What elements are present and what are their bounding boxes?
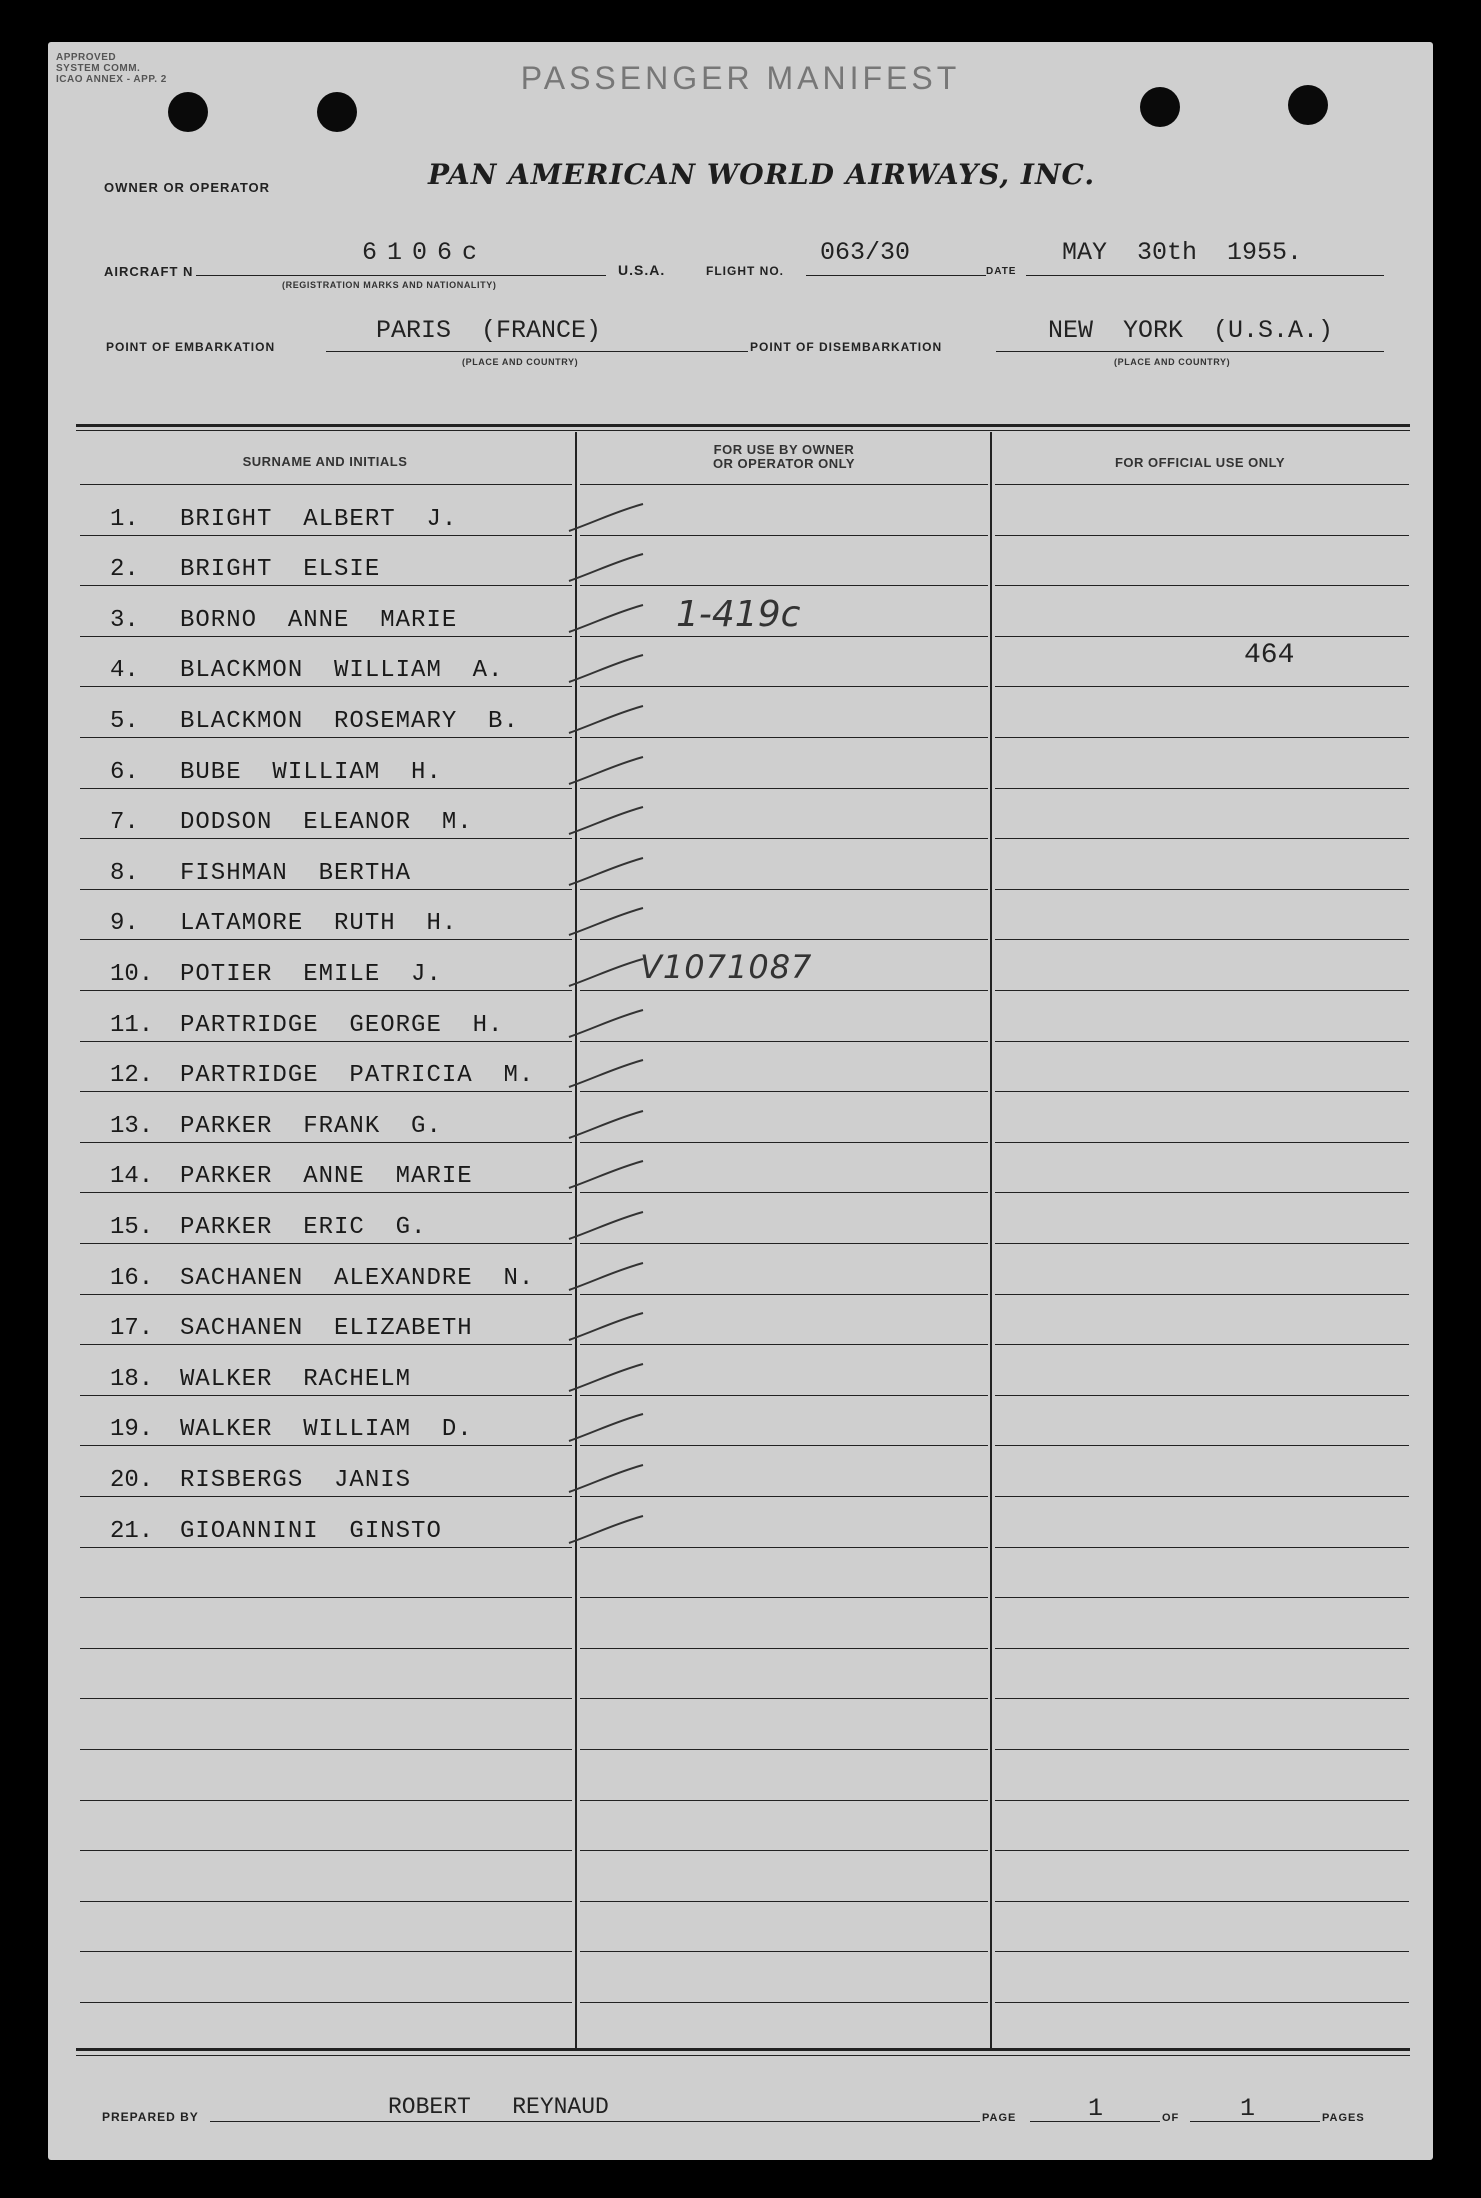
table-rule-line [580, 1192, 988, 1193]
table-rule-line [995, 1901, 1409, 1902]
check-mark-icon [567, 1411, 647, 1445]
embark-underline [326, 351, 748, 352]
table-rule-line [995, 1192, 1409, 1193]
table-rule-line [995, 1496, 1409, 1497]
passenger-name: BLACKMON ROSEMARY B. [180, 708, 519, 735]
table-rule-line [580, 939, 988, 940]
table-rule-line [995, 1091, 1409, 1092]
table-rule-line [580, 788, 988, 789]
table-rule-line [80, 889, 572, 890]
passenger-number: 20. [110, 1467, 154, 1494]
flight-underline [806, 275, 986, 276]
table-rule-line [995, 636, 1409, 637]
table-rule-line [995, 1698, 1409, 1699]
registration-caption: (REGISTRATION MARKS AND NATIONALITY) [282, 280, 497, 290]
date-underline [1026, 275, 1384, 276]
table-rule-line [995, 788, 1409, 789]
table-rule-line [80, 1951, 572, 1952]
table-rule-line [995, 1142, 1409, 1143]
usa-label: U.S.A. [618, 262, 666, 278]
disembark-underline [996, 351, 1384, 352]
of-label: OF [1162, 2112, 1180, 2124]
check-mark-icon [567, 1260, 647, 1294]
flight-value: 063/30 [820, 238, 911, 267]
table-rule-line [80, 1800, 572, 1801]
table-rule-line [580, 1749, 988, 1750]
check-mark-icon [567, 703, 647, 737]
punch-hole [168, 92, 208, 132]
table-rule-line [580, 1496, 988, 1497]
passenger-number: 13. [110, 1113, 154, 1140]
check-mark-icon [567, 602, 647, 636]
passenger-number: 18. [110, 1366, 154, 1393]
page-value: 1 [1088, 2094, 1104, 2123]
table-bottom-rule [76, 2048, 1410, 2051]
passenger-name: FISHMAN BERTHA [180, 860, 412, 887]
table-rule-line [995, 1597, 1409, 1598]
table-rule-line [995, 939, 1409, 940]
passenger-name: PARTRIDGE GEORGE H. [180, 1012, 504, 1039]
table-rule-line [580, 1243, 988, 1244]
table-rule-line [995, 535, 1409, 536]
approval-note: APPROVED SYSTEM COMM. ICAO ANNEX - APP. 2 [56, 52, 167, 85]
table-rule-line [995, 1749, 1409, 1750]
table-rule-line [995, 990, 1409, 991]
prepared-label: PREPARED BY [102, 2110, 199, 2124]
passenger-name: WALKER RACHELM [180, 1366, 412, 1393]
table-rule-line [995, 686, 1409, 687]
check-mark-icon [567, 1007, 647, 1041]
table-rule-line [80, 535, 572, 536]
table-rule-line [580, 1142, 988, 1143]
passenger-name: PARKER ERIC G. [180, 1214, 427, 1241]
table-rule-line [580, 990, 988, 991]
passenger-number: 21. [110, 1518, 154, 1545]
table-rule-line [995, 737, 1409, 738]
table-rule-line [80, 1850, 572, 1851]
passenger-name: BUBE WILLIAM H. [180, 759, 442, 786]
table-rule-line [995, 1648, 1409, 1649]
table-rule-line [580, 838, 988, 839]
passenger-number: 5. [110, 708, 139, 735]
table-rule-line [580, 1445, 988, 1446]
table-rule-line [80, 1445, 572, 1446]
passenger-name: LATAMORE RUTH H. [180, 910, 458, 937]
table-rule-line [580, 1800, 988, 1801]
column-header-surname: SURNAME AND INITIALS [242, 454, 408, 469]
passenger-name: RISBERGS JANIS [180, 1467, 412, 1494]
table-rule-line [80, 1091, 572, 1092]
disembark-label: POINT OF DISEMBARKATION [750, 340, 943, 354]
table-rule-line [995, 1294, 1409, 1295]
check-mark-icon [567, 956, 647, 990]
date-value: MAY 30th 1955. [1062, 238, 1303, 267]
aircraft-label: AIRCRAFT N [104, 264, 194, 279]
passenger-name: PARKER ANNE MARIE [180, 1163, 473, 1190]
passenger-number: 11. [110, 1012, 154, 1039]
table-rule-line [580, 1091, 988, 1092]
table-rule-line [995, 1344, 1409, 1345]
passenger-number: 3. [110, 607, 139, 634]
flight-label: FLIGHT NO. [706, 264, 784, 278]
page-label: PAGE [982, 2112, 1017, 2124]
table-rule-line [995, 1041, 1409, 1042]
passenger-number: 6. [110, 759, 139, 786]
check-mark-icon [567, 855, 647, 889]
table-rule-line [80, 1243, 572, 1244]
column-header-owner: FOR USE BY OWNER OR OPERATOR ONLY [712, 442, 856, 471]
date-label: DATE [986, 266, 1017, 277]
passenger-number: 9. [110, 910, 139, 937]
table-rule-line [995, 889, 1409, 890]
table-rule-line [580, 1294, 988, 1295]
table-rule-line [580, 686, 988, 687]
table-rule-line [80, 737, 572, 738]
table-rule-line [80, 1041, 572, 1042]
passenger-number: 4. [110, 657, 139, 684]
passenger-number: 7. [110, 809, 139, 836]
table-rule-line [580, 1597, 988, 1598]
passenger-number: 12. [110, 1062, 154, 1089]
table-rule-line [80, 1901, 572, 1902]
column-divider [990, 432, 992, 2048]
prepared-underline [210, 2121, 980, 2122]
table-rule-line [580, 1951, 988, 1952]
passenger-name: SACHANEN ELIZABETH [180, 1315, 473, 1342]
table-rule-line [995, 1395, 1409, 1396]
pages-value: 1 [1240, 2094, 1256, 2123]
table-rule-line [580, 585, 988, 586]
table-rule-line [80, 636, 572, 637]
embark-caption: (PLACE AND COUNTRY) [462, 357, 579, 367]
passenger-name: BRIGHT ELSIE [180, 556, 381, 583]
owner-label: OWNER OR OPERATOR [104, 180, 271, 195]
check-mark-icon [567, 1310, 647, 1344]
passenger-number: 16. [110, 1265, 154, 1292]
table-rule-line [80, 990, 572, 991]
table-bottom-rule-2 [76, 2055, 1410, 2056]
table-rule-line [995, 838, 1409, 839]
passenger-name: WALKER WILLIAM D. [180, 1416, 473, 1443]
table-rule-line [80, 1192, 572, 1193]
passenger-name: DODSON ELEANOR M. [180, 809, 473, 836]
passenger-number: 8. [110, 860, 139, 887]
passenger-name: PARTRIDGE PATRICIA M. [180, 1062, 535, 1089]
table-rule-line [80, 1698, 572, 1699]
embark-value: PARIS (FRANCE) [376, 316, 602, 345]
passenger-name: PARKER FRANK G. [180, 1113, 442, 1140]
table-rule-line [80, 686, 572, 687]
disembark-value: NEW YORK (U.S.A.) [1048, 316, 1334, 345]
table-rule-line [80, 1749, 572, 1750]
passenger-number: 19. [110, 1416, 154, 1443]
table-rule-line [580, 1547, 988, 1548]
table-rule-line [580, 484, 988, 485]
passenger-name: GIOANNINI GINSTO [180, 1518, 442, 1545]
passenger-name: POTIER EMILE J. [180, 961, 442, 988]
table-rule-line [580, 737, 988, 738]
check-mark-icon [567, 551, 647, 585]
table-rule-line [80, 1597, 572, 1598]
check-mark-icon [567, 804, 647, 838]
table-rule-line [995, 1547, 1409, 1548]
table-rule-line [995, 1243, 1409, 1244]
check-mark-icon [567, 1361, 647, 1395]
column-header-official: FOR OFFICIAL USE ONLY [1114, 455, 1286, 470]
check-mark-icon [567, 1108, 647, 1142]
table-rule-line [80, 1294, 572, 1295]
check-mark-icon [567, 1513, 647, 1547]
aircraft-value: 6106c [362, 238, 488, 267]
passenger-number: 17. [110, 1315, 154, 1342]
table-rule-line [995, 2002, 1409, 2003]
table-rule-line [995, 585, 1409, 586]
table-rule-line [580, 2002, 988, 2003]
passenger-name: SACHANEN ALEXANDRE N. [180, 1265, 535, 1292]
table-rule-line [580, 1850, 988, 1851]
table-rule-line [580, 1901, 988, 1902]
check-mark-icon [567, 501, 647, 535]
table-rule-line [80, 484, 572, 485]
check-mark-icon [567, 1209, 647, 1243]
table-rule-line [580, 1648, 988, 1649]
check-mark-icon [567, 1462, 647, 1496]
table-rule-line [80, 939, 572, 940]
passenger-number: 2. [110, 556, 139, 583]
table-rule-line [80, 1142, 572, 1143]
table-rule-line [580, 1041, 988, 1042]
table-top-rule [76, 424, 1410, 427]
table-rule-line [80, 1496, 572, 1497]
passenger-name: BRIGHT ALBERT J. [180, 506, 458, 533]
check-mark-icon [567, 1158, 647, 1192]
table-rule-line [580, 1395, 988, 1396]
table-rule-line [80, 1395, 572, 1396]
passenger-number: 1. [110, 506, 139, 533]
owner-note-row-10: V1071087 [640, 948, 813, 986]
aircraft-underline [196, 275, 606, 276]
table-rule-line [995, 1445, 1409, 1446]
table-rule-line [80, 2002, 572, 2003]
prepared-value: ROBERT REYNAUD [388, 2094, 609, 2120]
disembark-caption: (PLACE AND COUNTRY) [1114, 357, 1231, 367]
passenger-name: BLACKMON WILLIAM A. [180, 657, 504, 684]
pages-label: PAGES [1322, 2112, 1365, 2124]
check-mark-icon [567, 1057, 647, 1091]
table-rule-line [80, 585, 572, 586]
check-mark-icon [567, 754, 647, 788]
check-mark-icon [567, 652, 647, 686]
passenger-number: 15. [110, 1214, 154, 1241]
operator-name: PAN AMERICAN WORLD AIRWAYS, INC. [428, 158, 1096, 191]
table-rule-line [995, 1800, 1409, 1801]
table-rule-line [80, 1648, 572, 1649]
table-rule-line [80, 1547, 572, 1548]
check-mark-icon [567, 905, 647, 939]
table-rule-line [580, 1698, 988, 1699]
table-rule-line [580, 535, 988, 536]
punch-hole [317, 92, 357, 132]
table-rule-line [580, 1344, 988, 1345]
table-top-rule-2 [76, 430, 1410, 431]
table-rule-line [80, 788, 572, 789]
passenger-name: BORNO ANNE MARIE [180, 607, 458, 634]
embark-label: POINT OF EMBARKATION [106, 340, 276, 354]
table-rule-line [995, 1951, 1409, 1952]
table-rule-line [80, 1344, 572, 1345]
official-note-row-4: 464 [1244, 640, 1295, 671]
owner-note-row-3: 1-419c [676, 594, 801, 635]
table-rule-line [580, 889, 988, 890]
passenger-number: 10. [110, 961, 154, 988]
table-rule-line [80, 838, 572, 839]
page-title: PASSENGER MANIFEST [520, 60, 961, 96]
table-rule-line [995, 1850, 1409, 1851]
table-rule-line [995, 484, 1409, 485]
passenger-number: 14. [110, 1163, 154, 1190]
table-rule-line [580, 636, 988, 637]
